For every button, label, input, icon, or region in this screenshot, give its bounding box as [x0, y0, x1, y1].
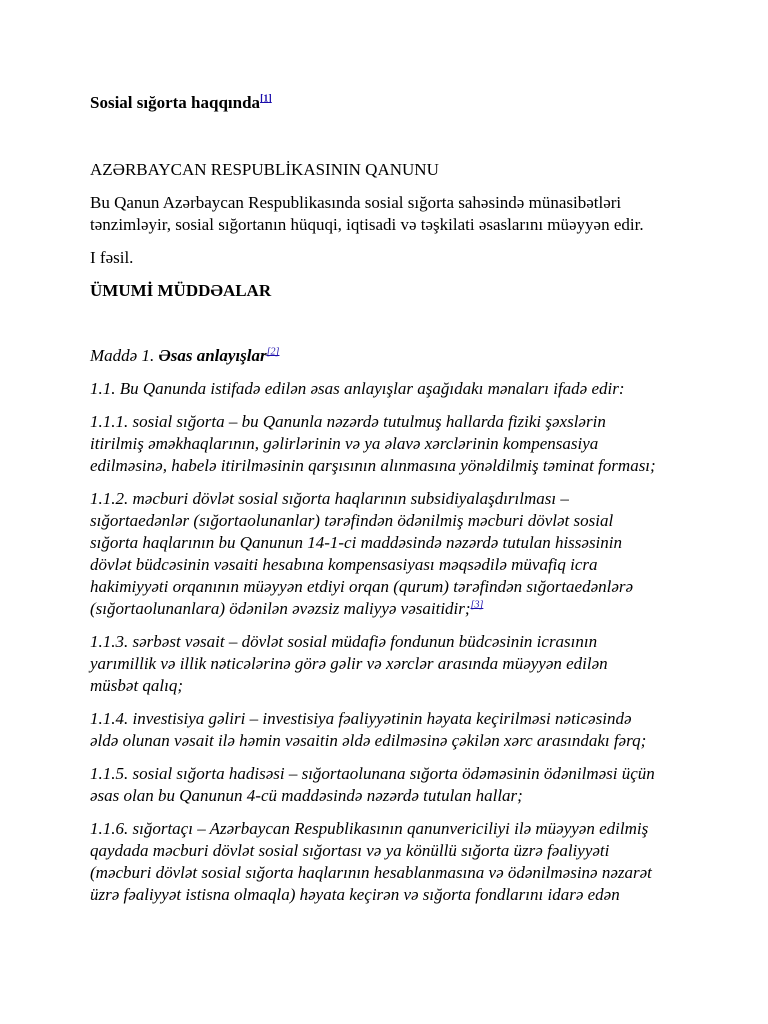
paragraph-line: əsas olan bu Qanunun 4-cü maddəsində nəzərdə tutulan hallar; — [90, 786, 523, 805]
paragraph-line: (sığortaolunanlara) ödənilən əvəzsiz maliyyə vəsaitidir;[3] — [90, 599, 484, 618]
paragraph-line: 1.1.4. investisiya gəliri – investisiya fəaliyyətinin həyata keçirilməsi nəticəsində — [90, 709, 632, 728]
intro-line: tənzimləyir, sosial sığortanın hüquqi, iqtisadi və təşkilati əsaslarını müəyyən edir. — [90, 215, 644, 234]
footnote-link-3[interactable]: [3] — [470, 599, 484, 611]
chapter-label: I fəsil. — [90, 248, 134, 267]
paragraph-line: 1.1.3. sərbəst vəsait – dövlət sosial müdafiə fondunun büdcəsinin icrasının — [90, 632, 598, 651]
paragraph-line: 1.1.2. məcburi dövlət sosial sığorta haqlarının subsidiyalaşdırılması – — [90, 489, 569, 508]
paragraph-line: müsbət qalıq; — [90, 676, 184, 695]
paragraph-line: edilməsinə, habelə itirilməsinin qarşısının alınmasına yönəldilmiş təminat forması; — [90, 456, 656, 475]
paragraph-line: əldə olunan vəsait ilə həmin vəsaitin əldə edilməsinə çəkilən xərc arasındakı fərq; — [90, 731, 647, 750]
paragraph-line: itirilmiş əməkhaqlarının, gəlirlərinin və ya əlavə xərclərinin kompensasiya — [90, 434, 599, 453]
paragraph-line: üzrə fəaliyyət istisna olmaqla) həyata keçirən və sığorta fondlarını idarə edən — [90, 885, 620, 904]
intro-line: Bu Qanun Azərbaycan Respublikasında sosial sığorta sahəsində münasibətləri — [90, 193, 622, 212]
paragraph-line: dövlət büdcəsinin vəsaiti hesabına kompensasiyası məqsədilə müvafiq icra — [90, 555, 598, 574]
paragraph-line: qaydada məcburi dövlət sosial sığortası və ya könüllü sığorta üzrə fəaliyyəti — [90, 841, 610, 860]
paragraph-line: 1.1. Bu Qanunda istifadə edilən əsas anlayışlar aşağıdakı mənaları ifadə edir: — [90, 379, 625, 398]
paragraph-line: sığortaedənlər (sığortaolunanlar) tərəfindən ödənilmiş məcburi dövlət sosial — [90, 511, 614, 530]
paragraph-line: sığorta haqlarının bu Qanunun 14-1-ci maddəsində nəzərdə tutulan hissəsinin — [90, 533, 623, 552]
law-heading: AZƏRBAYCAN RESPUBLİKASININ QANUNU — [90, 160, 439, 179]
article-heading: Maddə 1. Əsas anlayışlar[2] — [90, 346, 280, 365]
article-name: Əsas anlayışlar — [158, 346, 267, 365]
chapter-title: ÜMUMİ MÜDDƏALAR — [90, 281, 272, 300]
footnote-ref-1[interactable] — [260, 93, 272, 104]
paragraph-line: (məcburi dövlət sosial sığorta haqlarının hesablanmasına və ödənilməsinə nəzarət — [90, 863, 652, 882]
footnote-link-1[interactable]: [1] — [260, 93, 272, 105]
paragraph-line: 1.1.6. sığortaçı – Azərbaycan Respublikasının qanunvericiliyi ilə müəyyən edilmiş — [90, 819, 649, 838]
document-title: Sosial sığorta haqqında[1] — [90, 93, 272, 112]
paragraph-line: 1.1.1. sosial sığorta – bu Qanunla nəzərdə tutulmuş hallarda fiziki şəxslərin — [90, 412, 606, 431]
footnote-link-2[interactable]: [2] — [266, 346, 280, 358]
footnote-ref-2[interactable] — [267, 346, 280, 357]
paragraph-line: hakimiyyəti orqanının müəyyən etdiyi orqan (qurum) tərəfindən sığortaedənlərə — [90, 577, 634, 596]
paragraph-line: 1.1.5. sosial sığorta hadisəsi – sığortaolunana sığorta ödəməsinin ödənilməsi üçün — [90, 764, 655, 783]
footnote-ref-3[interactable] — [471, 599, 484, 610]
paragraph-line: yarımillik və illik nəticələrinə görə gəlir və xərclər arasında müəyyən edilən — [90, 654, 608, 673]
